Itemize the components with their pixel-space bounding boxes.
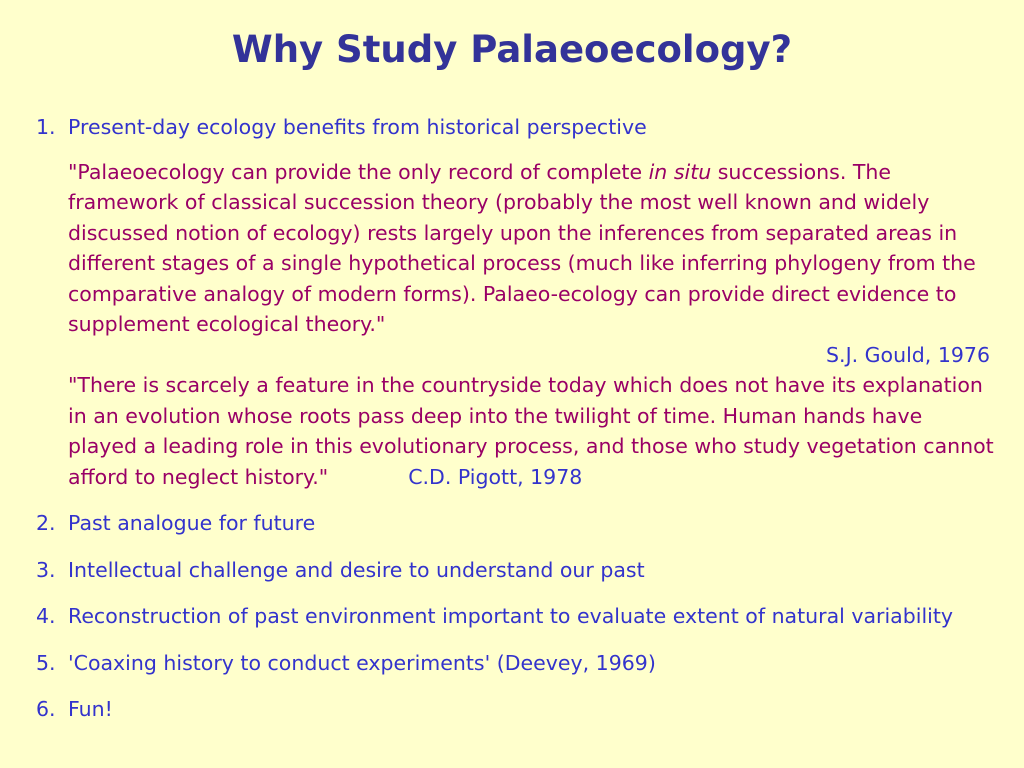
list-item-2 (36, 508, 996, 539)
list-item-5 (36, 648, 996, 679)
gould-quote-part2: successions. The framework of classical succession theory (probably the most well known and widely discussed notion of ecology) rests largely upon the inferences from separated areas in different stages of a single hypothetical process (much like inferring phylogeny from the comparative analogy of modern forms). Palaeo-ecology can provide direct evidence to supplement ecological theory." (68, 159, 976, 336)
reasons-list (36, 112, 996, 741)
gould-quote (68, 157, 996, 340)
list-item-3 (36, 555, 996, 586)
list-number: 6. (36, 697, 56, 721)
gould-quote-italic: in situ (648, 159, 712, 184)
list-item-text: Past analogue for future (68, 511, 316, 535)
list-item-text: Fun! (68, 697, 113, 721)
list-number: 1. (36, 115, 56, 139)
list-item-1 (36, 112, 996, 492)
list-item-text: Present-day ecology benefits from historical perspective (68, 115, 647, 139)
pigott-quote-text: "There is scarcely a feature in the countryside today which does not have its explanation in an evolution whose roots pass deep into the twilight of time. Human hands have played a leading role in this evolutionary process, and those who study vegetation cannot afford to neglect history." (68, 373, 994, 489)
slide-title: Why Study Palaeoecology? (231, 28, 793, 71)
list-item-6 (36, 694, 996, 725)
gould-attribution: S.J. Gould, 1976 (826, 342, 990, 367)
list-item-text: Reconstruction of past environment important to evaluate extent of natural variability (68, 604, 954, 628)
pigott-quote (68, 370, 996, 492)
list-item-body (68, 112, 996, 492)
list-number: 5. (36, 650, 56, 675)
gould-quote-part1: "Palaeoecology can provide the only record of complete (68, 159, 649, 184)
list-item-text: 'Coaxing history to conduct experiments' (Deevey, 1969) (68, 650, 656, 675)
list-number: 2. (36, 511, 56, 535)
list-number: 3. (36, 557, 56, 582)
list-item-text: Intellectual challenge and desire to understand our past (68, 557, 645, 582)
list-item-4 (36, 601, 996, 632)
pigott-attribution: C.D. Pigott, 1978 (408, 464, 583, 489)
list-number: 4. (36, 604, 56, 628)
